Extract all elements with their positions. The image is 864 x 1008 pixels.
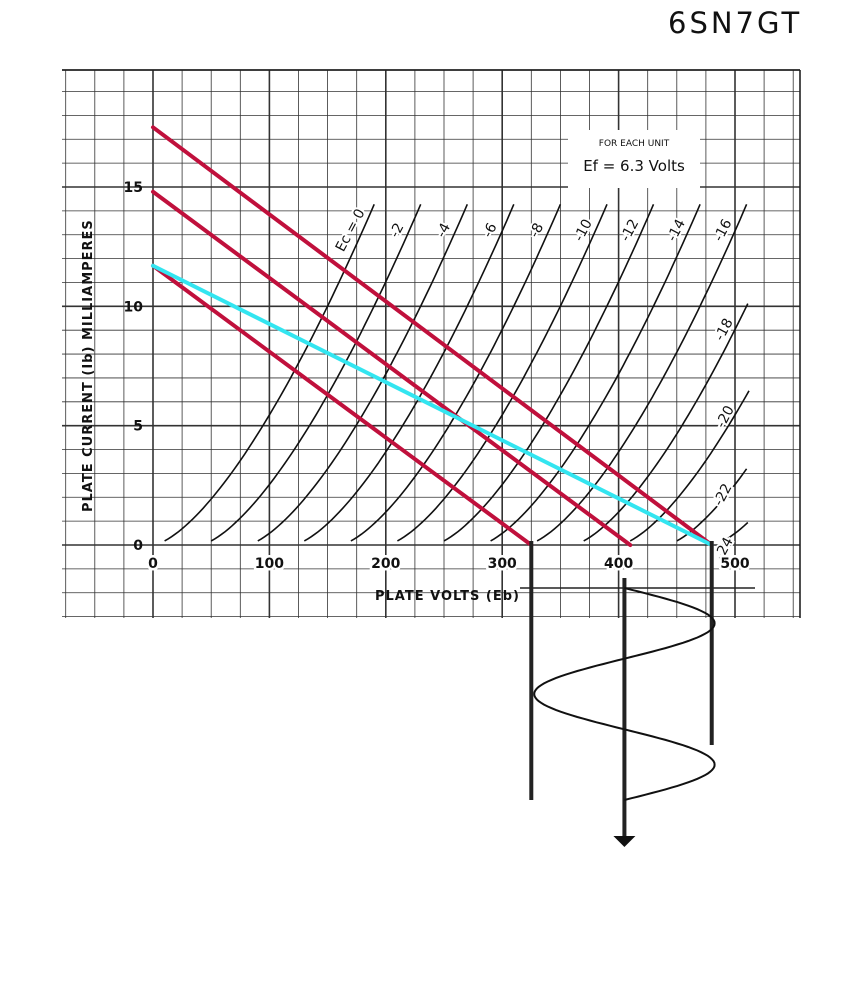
curve-label: -24 — [711, 534, 737, 563]
curve-label: -14 — [664, 216, 690, 245]
plate-curve — [677, 469, 747, 541]
curve-label: -8 — [526, 220, 548, 241]
load-lines — [153, 127, 712, 545]
x-tick-label: 100 — [254, 556, 285, 572]
y-tick-label: 10 — [123, 299, 143, 316]
load-line — [153, 266, 712, 545]
time-arrow-icon — [613, 836, 635, 847]
x-axis-label: PLATE VOLTS (Eb) — [375, 589, 520, 604]
curve-label: -18 — [711, 315, 737, 344]
load-line — [153, 192, 630, 545]
plate-curve — [211, 204, 421, 541]
annotation-line-1: FOR EACH UNIT — [598, 139, 670, 149]
y-tick-label: 0 — [133, 538, 143, 554]
curve-label: -20 — [713, 403, 738, 431]
curve-label: -12 — [617, 216, 643, 245]
y-axis-label: PLATE CURRENT (Ib) MILLIAMPERES — [81, 219, 96, 512]
load-line — [153, 266, 531, 545]
signal-waveform — [520, 541, 755, 847]
curve-label: -6 — [479, 220, 501, 241]
x-tick-label: 400 — [603, 556, 634, 572]
plate-curve — [444, 204, 654, 541]
curve-label: -16 — [710, 216, 736, 245]
x-tick-label: 500 — [720, 556, 750, 572]
x-tick-label: 300 — [487, 556, 517, 572]
x-tick-label: 200 — [371, 556, 401, 572]
y-tick-label: 15 — [123, 180, 143, 196]
annotation-line-2: Ef = 6.3 Volts — [583, 157, 685, 175]
tube-type-title: 6SN7GT — [668, 6, 803, 40]
curve-label: Ec = 0 — [332, 206, 369, 255]
curve-label: -10 — [571, 216, 596, 245]
load-line — [153, 127, 712, 545]
x-tick-label: 0 — [148, 556, 158, 572]
curve-label: -2 — [386, 220, 408, 241]
curve-label: -22 — [710, 481, 736, 509]
curve-label: -4 — [433, 220, 455, 241]
y-tick-label: 5 — [133, 418, 143, 435]
plate-curve — [491, 204, 700, 541]
